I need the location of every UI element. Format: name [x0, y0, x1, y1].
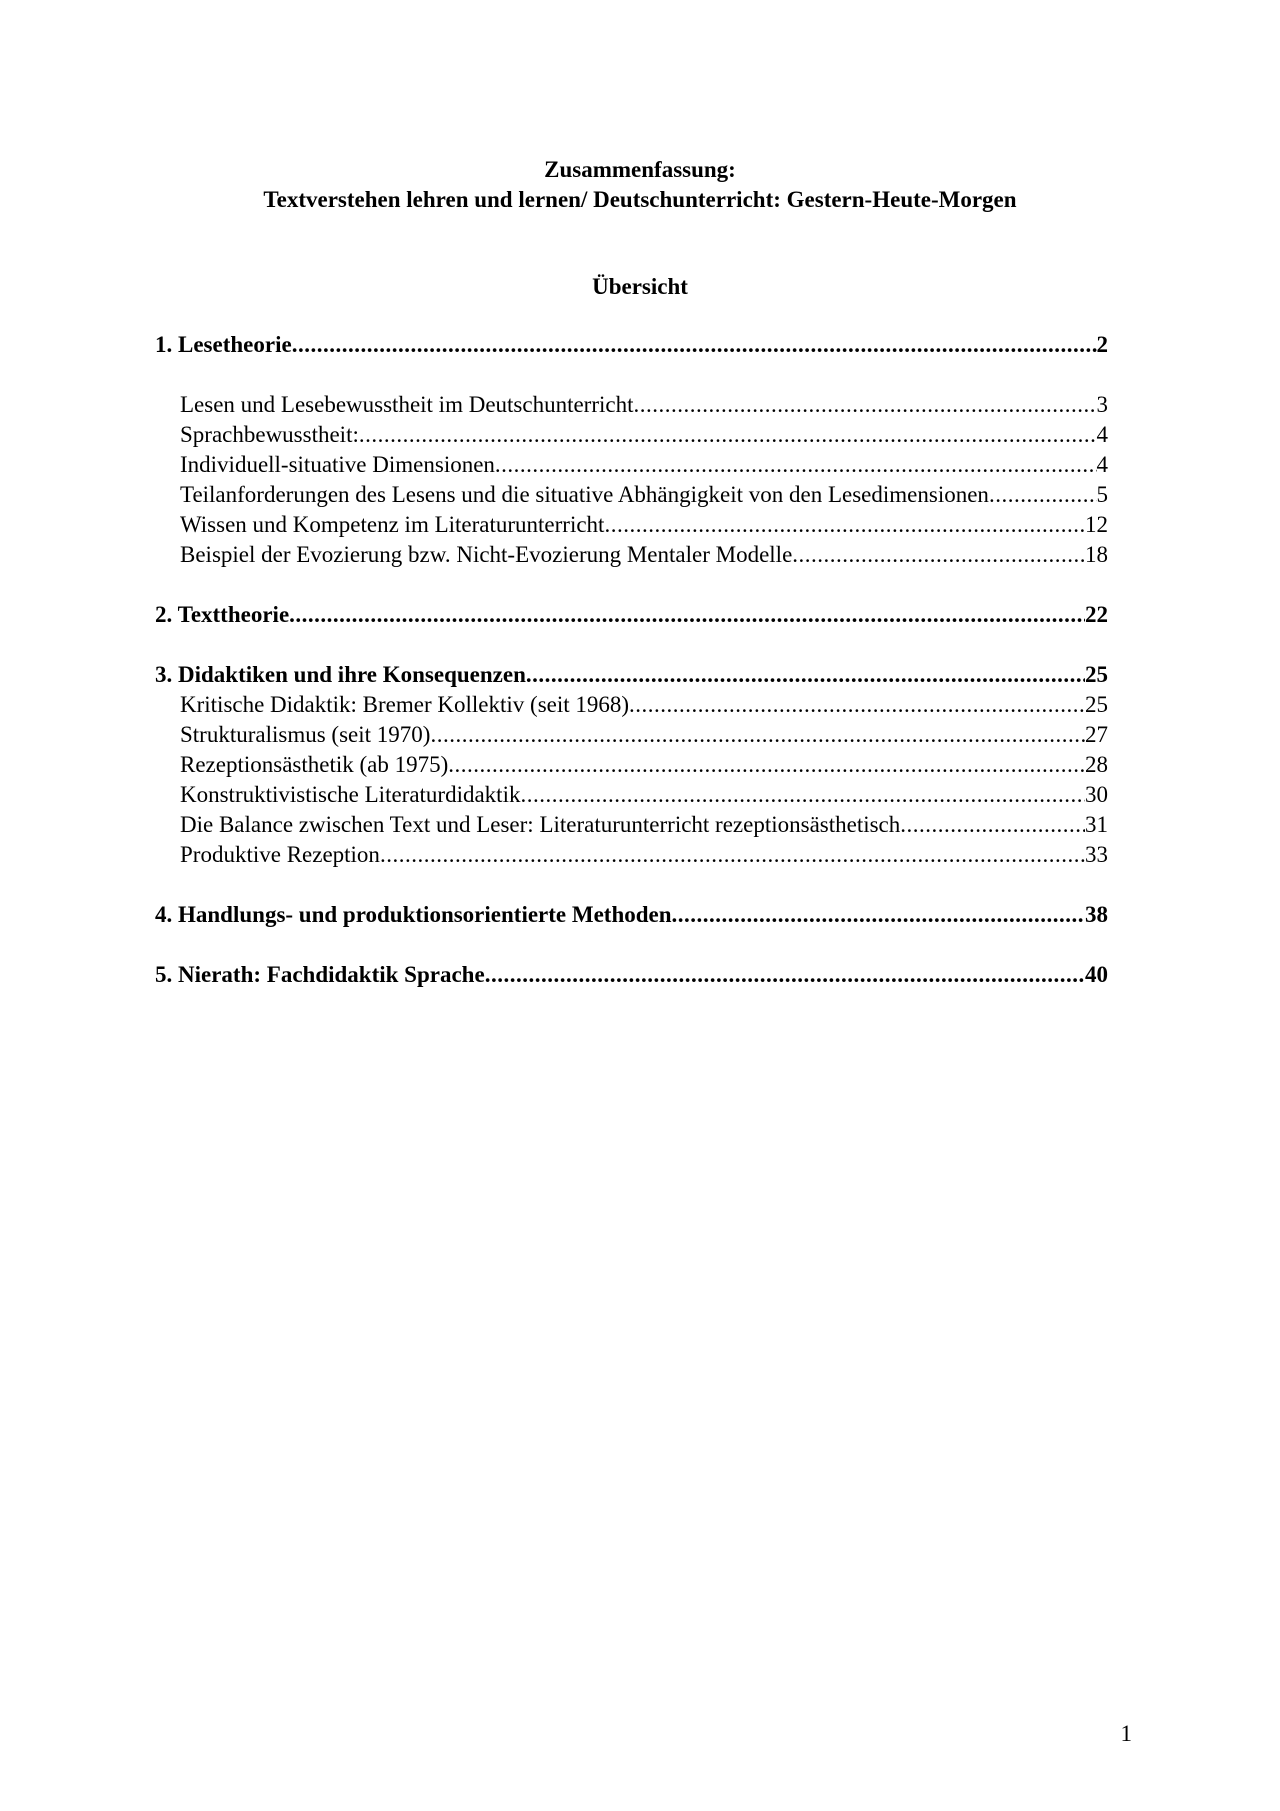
toc-page-number: 3 [1096, 392, 1108, 417]
toc-page-number: 40 [1085, 962, 1108, 987]
toc-page-number: 22 [1085, 602, 1108, 627]
overview-heading: Übersicht [592, 274, 688, 299]
toc-entry-strukturalismus[interactable] [155, 722, 1108, 752]
toc-dot-leader [430, 722, 1085, 748]
toc-dot-leader [989, 482, 1097, 508]
toc-dot-leader [292, 332, 1097, 358]
toc-page-number: 18 [1085, 542, 1108, 567]
toc-entry-individuell-situative-dimensionen[interactable] [155, 452, 1108, 482]
toc-entry-title: Die Balance zwischen Text und Leser: Literaturunterricht rezeptionsästhetisch [180, 812, 901, 837]
toc-entry-title: Kritische Didaktik: Bremer Kollektiv (seit 1968) [180, 692, 630, 717]
toc-dot-leader [792, 542, 1085, 568]
toc-dot-leader [526, 662, 1085, 688]
toc-entry-title: 4. Handlungs- und produktionsorientierte Methoden [155, 902, 672, 927]
toc-page-number: 2 [1096, 332, 1108, 357]
toc-entry-handlungs-und-produktionsorientierte-methoden[interactable] [155, 902, 1108, 932]
toc-entry-lesen-und-lesebewusstheit[interactable] [155, 392, 1108, 422]
toc-entry-nierath-fachdidaktik-sprache[interactable] [155, 962, 1108, 992]
toc-entry-title: Individuell-situative Dimensionen [180, 452, 495, 477]
toc-dot-leader [634, 392, 1097, 418]
toc-entry-title: Teilanforderungen des Lesens und die situative Abhängigkeit von den Lesedimensionen [180, 482, 989, 507]
toc-page-number: 12 [1085, 512, 1108, 537]
toc-entry-title: Wissen und Kompetenz im Literaturunterricht [180, 512, 605, 537]
toc-entry-beispiel-der-evozierung[interactable] [155, 542, 1108, 572]
toc-dot-leader [495, 452, 1097, 478]
toc-entry-sprachbewusstheit[interactable] [155, 422, 1108, 452]
toc-dot-leader [900, 812, 1085, 838]
toc-entry-title: 2. Texttheorie [155, 602, 290, 627]
toc-page-number: 33 [1085, 842, 1108, 867]
toc-dot-leader [485, 962, 1085, 988]
toc-entry-produktive-rezeption[interactable] [155, 842, 1108, 872]
toc-dot-leader [629, 692, 1085, 718]
toc-page-number: 28 [1085, 752, 1108, 777]
toc-entry-didaktiken[interactable] [155, 662, 1108, 692]
toc-dot-leader [604, 512, 1085, 538]
toc-entry-title: 1. Lesetheorie [155, 332, 292, 357]
page-number: 1 [1120, 1721, 1132, 1746]
toc-entry-title: 3. Didaktiken und ihre Konsequenzen [155, 662, 526, 687]
toc-entry-rezeptionsaesthetik[interactable] [155, 752, 1108, 782]
toc-entry-title: Beispiel der Evozierung bzw. Nicht-Evozierung Mentaler Modelle [180, 542, 793, 567]
toc-dot-leader [520, 782, 1085, 808]
document-title-line-2: Textverstehen lehren und lernen/ Deutschunterricht: Gestern-Heute-Morgen [263, 187, 1017, 212]
toc-entry-balance-text-und-leser[interactable] [155, 812, 1108, 842]
toc-dot-leader [672, 902, 1085, 928]
toc-entry-title: Strukturalismus (seit 1970) [180, 722, 431, 747]
toc-page-number: 25 [1085, 692, 1108, 717]
toc-entry-teilanforderungen[interactable] [155, 482, 1108, 512]
toc-entry-title: Rezeptionsästhetik (ab 1975) [180, 752, 449, 777]
toc-page-number: 38 [1085, 902, 1108, 927]
toc-entry-kritische-didaktik[interactable] [155, 692, 1108, 722]
toc-page-number: 5 [1096, 482, 1108, 507]
toc-dot-leader [380, 842, 1085, 868]
toc-entry-texttheorie[interactable] [155, 602, 1108, 632]
toc-page-number: 31 [1085, 812, 1108, 837]
toc-page-number: 27 [1085, 722, 1108, 747]
toc-dot-leader [359, 422, 1097, 448]
toc-entry-title: Lesen und Lesebewusstheit im Deutschunterricht [180, 392, 634, 417]
toc-entry-konstruktivistische-literaturdidaktik[interactable] [155, 782, 1108, 812]
toc-entry-title: Produktive Rezeption [180, 842, 380, 867]
toc-entry-wissen-und-kompetenz[interactable] [155, 512, 1108, 542]
toc-dot-leader [289, 602, 1085, 628]
document-title-line-1: Zusammenfassung: [544, 157, 736, 182]
toc-dot-leader [448, 752, 1085, 778]
toc-entry-title: Konstruktivistische Literaturdidaktik [180, 782, 521, 807]
toc-page-number: 4 [1096, 422, 1108, 447]
toc-entry-title: 5. Nierath: Fachdidaktik Sprache [155, 962, 485, 987]
toc-entry-lesetheorie[interactable] [155, 332, 1108, 362]
toc-page-number: 4 [1096, 452, 1108, 477]
toc-entry-title: Sprachbewusstheit: [180, 422, 359, 447]
toc-page-number: 30 [1085, 782, 1108, 807]
toc-page-number: 25 [1085, 662, 1108, 687]
